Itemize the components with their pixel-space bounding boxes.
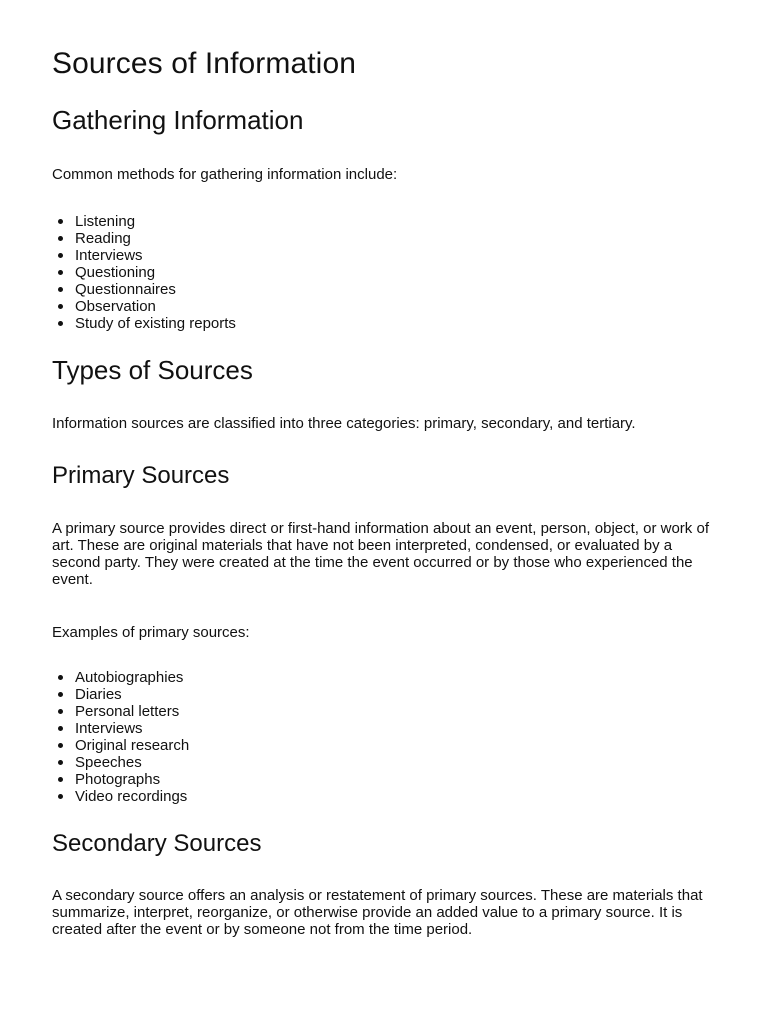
primary-examples-intro-text: Examples of primary sources: [52,624,250,641]
primary-examples-list [52,669,716,805]
list-item: Video recordings [52,788,716,805]
section-heading-secondary: Secondary Sources [52,830,262,857]
page-title: Sources of Information [52,47,357,80]
list-item: Photographs [52,771,716,788]
list-item: Interviews [52,247,716,264]
list-item: Questionnaires [52,281,716,298]
gathering-methods-list [52,213,716,332]
list-item: Diaries [52,686,716,703]
list-item: Questioning [52,264,716,281]
list-item: Reading [52,230,716,247]
list-item: Personal letters [52,703,716,720]
list-item: Listening [52,213,716,230]
list-item: Interviews [52,720,716,737]
section-heading-types: Types of Sources [52,355,253,385]
list-item: Autobiographies [52,669,716,686]
section-heading-gathering: Gathering Information [52,105,304,135]
list-item: Observation [52,298,716,315]
list-item: Original research [52,737,716,754]
gathering-intro-text: Common methods for gathering information include: [52,166,398,183]
section-heading-primary: Primary Sources [52,462,230,489]
secondary-description-text: A secondary source offers an analysis or restatement of primary sources. These are materials that summarize, interpret, reorganize, or otherwise provide an added value to a primary source. It is created after the event or by someone not from the time period. [52,887,703,938]
list-item: Speeches [52,754,716,771]
list-item: Study of existing reports [52,315,716,332]
types-intro-text: Information sources are classified into three categories: primary, secondary, and tertiary. [52,415,636,432]
primary-description-text: A primary source provides direct or first-hand information about an event, person, object, or work of art. These are original materials that have not been interpreted, condensed, or evaluated by a second party. They were created at the time the event occurred or by those who experienced the event. [52,520,709,588]
